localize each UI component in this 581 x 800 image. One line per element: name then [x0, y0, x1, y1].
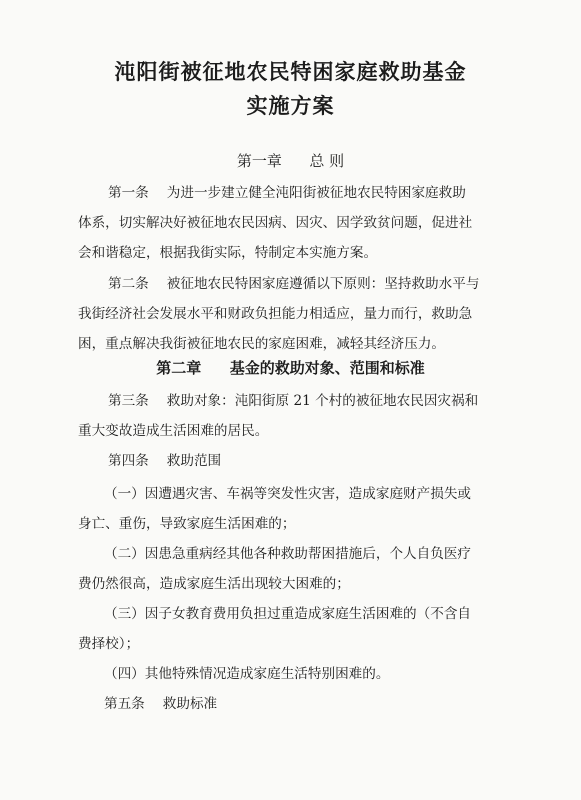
item3-line2: 费择校）；: [78, 636, 140, 652]
chapter2-heading: [0, 357, 581, 378]
chapter2-number: 第二章: [156, 359, 202, 377]
article1-text: 为进一步建立健全沌阳街被征地农民特困家庭救助: [166, 185, 466, 201]
chapter2-name: 基金的救助对象、范围和标准: [229, 359, 425, 377]
article1-line2: 体系，切实解决好被征地农民因病、因灾、因学致贫问题，促进社: [78, 215, 473, 231]
item1-line1: （一）因遭遇灾害、车祸等突发性灾害，造成家庭财产损失或: [104, 486, 472, 502]
item1-line2: 身亡、重伤，导致家庭生活困难的；: [78, 516, 296, 532]
article2-text: 被征地农民特困家庭遵循以下原则：坚持救助水平与: [166, 276, 480, 292]
article2-line2: 我街经济社会发展水平和财政负担能力相适应，量力而行，救助急: [78, 306, 473, 322]
article1-line3: 会和谐稳定，根据我街实际，特制定本实施方案。: [78, 245, 378, 261]
article1-line1: [108, 181, 466, 201]
item2-line2: 费仍然很高，造成家庭生活出现较大困难的；: [78, 576, 350, 592]
chapter1-heading: [0, 150, 581, 171]
article5-heading: [104, 692, 217, 712]
article5-label: 第五条: [104, 696, 145, 712]
article2-label: 第二条: [108, 276, 149, 292]
chapter1-name: 总 则: [309, 152, 345, 170]
article1-label: 第一条: [108, 185, 149, 201]
article3-label: 第三条: [108, 393, 149, 409]
chapter1-number: 第一章: [236, 152, 282, 170]
article4-label: 第四条: [108, 453, 149, 469]
article4-heading: [108, 449, 221, 469]
article4-title: 救助范围: [166, 453, 222, 469]
article2-line3: 困，重点解决我街被征地农民的家庭困难，减轻其经济压力。: [78, 336, 446, 352]
item3-line1: （三）因子女教育费用负担过重造成家庭生活困难的（不含自: [104, 606, 472, 622]
article3-line1: [108, 389, 478, 409]
article3-text: 救助对象：沌阳街原 21 个村的被征地农民因灾祸和: [166, 393, 479, 409]
article2-line1: [108, 272, 479, 292]
article3-line2: 重大变故造成生活困难的居民。: [78, 423, 269, 439]
article5-title: 救助标准: [162, 696, 218, 712]
document-title: 沌阳街被征地农民特困家庭救助基金: [114, 59, 467, 84]
document-subtitle: 实施方案: [246, 93, 335, 118]
item2-line1: （二）因患急重病经其他各种救助帮困措施后，个人自负医疗: [104, 546, 472, 562]
item4-line1: （四）其他特殊情况造成家庭生活特别困难的。: [104, 666, 390, 682]
